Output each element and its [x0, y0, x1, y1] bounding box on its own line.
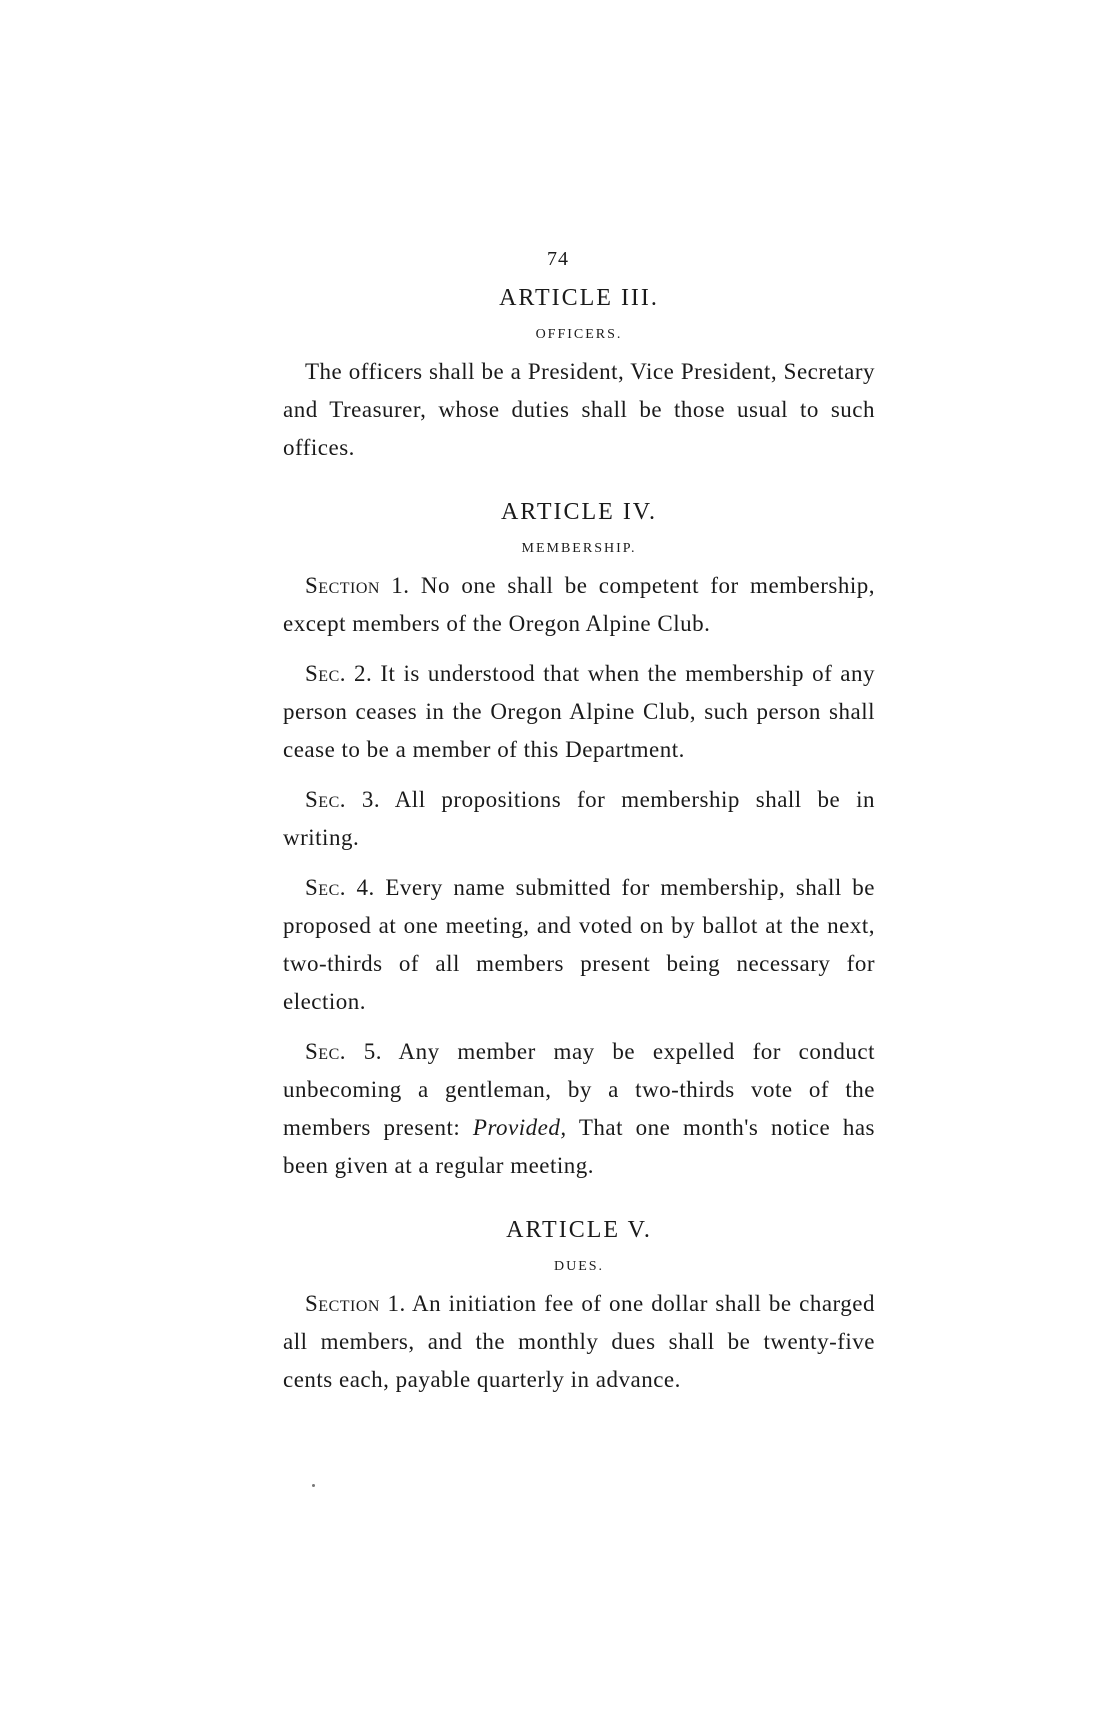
section-text: It is understood that when the membership of any person ceases in the Oregon Alpine Club, such person shall cease to be a member of this Department. — [283, 661, 875, 762]
paper-speck — [312, 1484, 315, 1487]
section-text: Every name submitted for membership, shall be proposed at one meeting, and voted on by ballot at the next, two-thirds of all members present being necessary for election. — [283, 875, 876, 1014]
section-label: Section 1. — [305, 573, 410, 598]
article-4-section-4 — [283, 869, 875, 1021]
article-4-section-3 — [283, 781, 875, 857]
section-text-after: That one month's notice has been given at a regular meeting. — [283, 1115, 876, 1178]
section-label: Section 1. — [305, 1291, 406, 1316]
text-column — [283, 279, 875, 1399]
article-3-body: The officers shall be a President, Vice President, Secretary and Treasurer, whose duties shall be those usual to such offices. — [283, 359, 875, 460]
section-label: Sec. 3. — [305, 787, 381, 812]
article-3-heading: ARTICLE III. — [499, 285, 659, 311]
section-label: Sec. 4. — [305, 875, 375, 900]
section-text-before: Any member may be expelled for conduct unbecoming a gentleman, by a two-thirds vote of the members present: — [283, 1039, 875, 1140]
article-5-subheading: DUES. — [553, 1259, 605, 1274]
page-number: 74 — [547, 248, 569, 270]
section-text: No one shall be competent for membership, except members of the Oregon Alpine Club. — [283, 573, 876, 636]
article-4-section-2 — [283, 655, 875, 769]
provided-italic: Provided, — [472, 1115, 567, 1140]
article-4-heading: ARTICLE IV. — [500, 499, 658, 525]
section-text: An initiation fee of one dollar shall be charged all members, and the monthly dues shall be twenty-five cents each, payable quarterly in advance. — [283, 1291, 875, 1392]
article-4-section-1 — [283, 567, 875, 643]
article-3-subheading: OFFICERS. — [535, 327, 623, 342]
section-text: All propositions for membership shall be in writing. — [283, 787, 875, 850]
article-4-subheading: MEMBERSHIP. — [521, 541, 637, 556]
section-label: Sec. 2. — [305, 661, 373, 686]
article-5-section-1 — [283, 1285, 875, 1399]
article-4-section-5 — [283, 1033, 875, 1185]
section-label: Sec. 5. — [305, 1039, 383, 1064]
article-5-heading: ARTICLE V. — [506, 1217, 652, 1243]
